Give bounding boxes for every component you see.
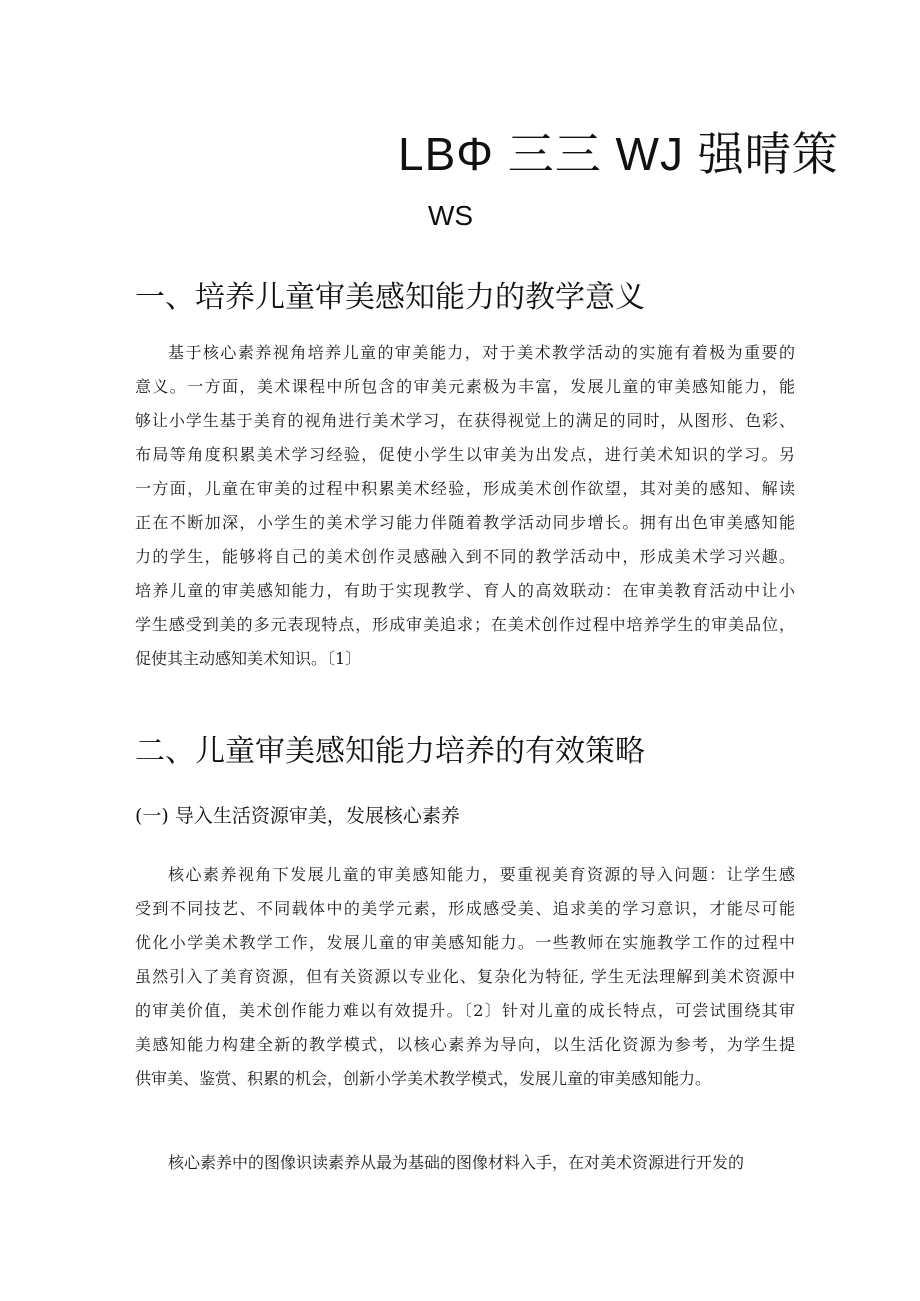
- paragraph-line: 意义。一方面，美术课程中所包含的审美元素极为丰富，发展儿童的审美感知能力，能: [135, 377, 795, 396]
- paragraph-line: 一方面，儿童在审美的过程中积累美术经验，形成美术创作欲望，其对美的感知、解读: [135, 479, 795, 498]
- paragraph-line: 美感知能力构建全新的教学模式，以核心素养为导向，以生活化资源为参考，为学生提: [135, 1035, 795, 1054]
- paragraph-line: 促使其主动感知美术知识。〔1〕: [135, 649, 362, 668]
- section-2-paragraph-1: [135, 858, 795, 1096]
- paragraph-line: 核心素养中的图像识读素养从最为基础的图像材料入手，在对美术资源进行开发的: [168, 1153, 745, 1172]
- paragraph-line: 的审美价值，美术创作能力难以有效提升。〔2〕针对儿童的成长特点，可尝试围绕其审: [135, 1001, 795, 1020]
- paragraph-line: 力的学生，能够将自己的美术创作灵感融入到不同的教学活动中，形成美术学习兴趣。: [135, 547, 795, 566]
- paragraph-line: 基于核心素养视角培养儿童的审美能力，对于美术教学活动的实施有着极为重要的: [168, 343, 795, 362]
- section-heading-1: 一、培养儿童审美感知能力的教学意义: [135, 280, 645, 315]
- paragraph-line: 培养儿童的审美感知能力，有助于实现教学、育人的高效联动：在审美教育活动中让小: [135, 581, 795, 600]
- document-subtitle: WS: [428, 200, 474, 231]
- subsection-heading: (一) 导入生活资源审美，发展核心素养: [135, 805, 460, 827]
- section-heading-2: 二、儿童审美感知能力培养的有效策略: [135, 734, 645, 769]
- paragraph-line: 学生感受到美的多元表现特点，形成审美追求；在美术创作过程中培养学生的审美品位，: [135, 615, 795, 634]
- paragraph-line: 够让小学生基于美育的视角进行美术学习，在获得视觉上的满足的同时，从图形、色彩、: [135, 411, 795, 430]
- paragraph-line: 优化小学美术教学工作，发展儿童的审美感知能力。一些教师在实施教学工作的过程中: [135, 933, 795, 952]
- document-title: LBΦ 三三 WJ 强晴策: [398, 128, 839, 180]
- section-1-paragraph: [135, 336, 795, 676]
- paragraph-line: 布局等角度积累美术学习经验，促使小学生以审美为出发点，进行美术知识的学习。另: [135, 445, 795, 464]
- paragraph-line: 核心素养视角下发展儿童的审美感知能力，要重视美育资源的导入问题：让学生感: [168, 865, 795, 884]
- section-2-paragraph-2: [135, 1146, 795, 1180]
- paragraph-line: 虽然引入了美育资源，但有关资源以专业化、复杂化为特征, 学生无法理解到美术资源中: [135, 967, 795, 986]
- paragraph-line: 正在不断加深，小学生的美术学习能力伴随着教学活动同步增长。拥有出色审美感知能: [135, 513, 795, 532]
- paragraph-line: 受到不同技艺、不同载体中的美学元素，形成感受美、追求美的学习意识，才能尽可能: [135, 899, 795, 918]
- paragraph-line: 供审美、鉴赏、积累的机会，创新小学美术教学模式，发展儿童的审美感知能力。: [135, 1069, 712, 1088]
